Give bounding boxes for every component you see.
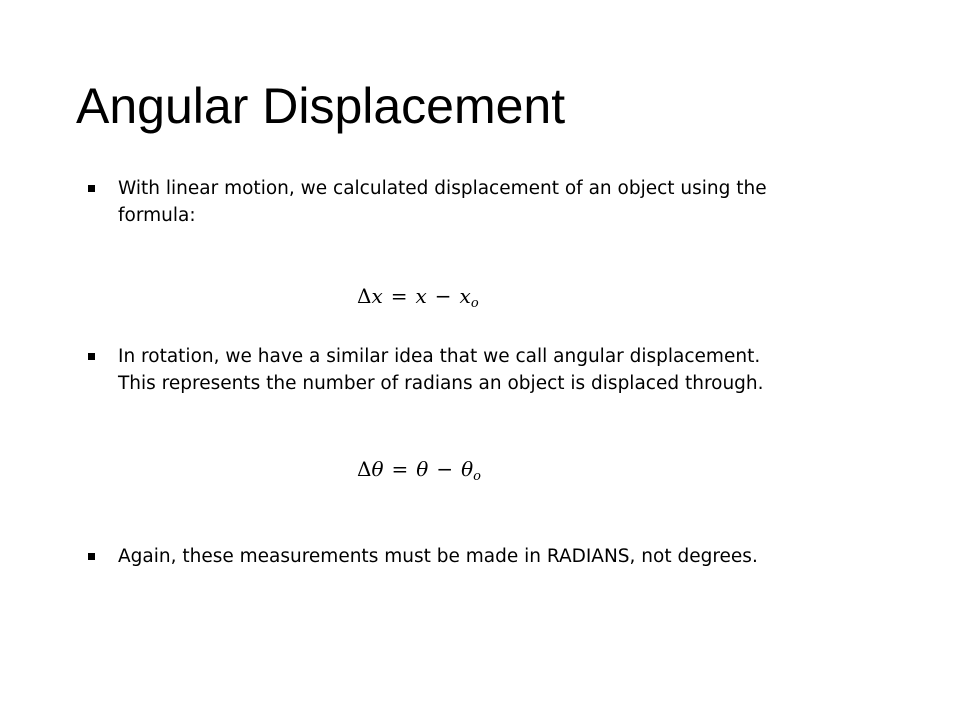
formula-variable: θ [416,457,429,481]
formula-subscript: o [470,296,479,311]
bullet-line: With linear motion, we calculated displacement of an object using the [118,178,767,199]
delta-symbol: Δ [357,284,372,308]
square-bullet-icon [88,553,95,560]
formula-subscript: o [473,469,481,484]
bullet-item-linear-motion [88,175,848,229]
formula-variable: x [371,284,383,308]
bullet-item-rotation [88,343,848,397]
square-bullet-icon [88,353,95,360]
equals-sign: = [390,284,408,308]
bullet-line: Again, these measurements must be made in RADIANS, not degrees. [118,546,758,567]
formula-variable: x [459,284,471,308]
angular-displacement-formula [357,455,481,491]
linear-displacement-formula [357,282,479,318]
bullet-text [118,175,848,229]
bullet-line: formula: [118,205,196,226]
bullet-text [118,343,848,397]
bullet-item-radians-note [88,543,848,570]
square-bullet-icon [88,185,95,192]
formula-variable: x [415,284,427,308]
formula-variable: θ [461,457,474,481]
minus-sign: − [434,284,452,308]
minus-sign: − [436,457,454,481]
bullet-line: In rotation, we have a similar idea that we call angular displacement. [118,346,761,367]
equals-sign: = [391,457,409,481]
delta-symbol: Δ [357,457,372,481]
bullet-text [118,543,848,570]
slide-title: Angular Displacement [76,78,566,134]
bullet-line: This represents the number of radians an object is displaced through. [118,373,764,394]
formula-variable: θ [371,457,384,481]
